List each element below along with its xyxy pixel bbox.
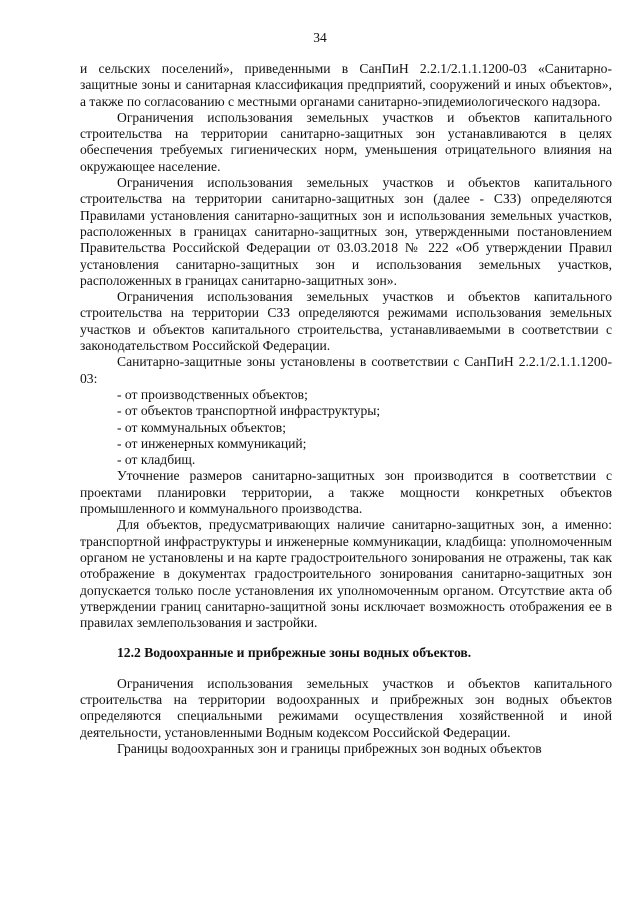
list-item: - от кладбищ. xyxy=(117,452,196,468)
paragraph-water-protection-boundaries: Границы водоохранных зон и границы прибрежных зон водных объектов xyxy=(117,740,542,756)
paragraph-szz-regimes: Ограничения использования земельных участков и объектов капитального строительства на территории СЗЗ определяются режимами использования земельных участков и объектов капитального строительства, устанавливаемыми в соответствии с законодательством Российской Федерации. xyxy=(80,289,612,354)
page-number: 34 xyxy=(313,30,327,45)
list-item: - от объектов транспортной инфраструктуры; xyxy=(117,403,381,419)
paragraph-sanpin-reference: и сельских поселений», приведенными в СанПиН 2.2.1/2.1.1.1200-03 «Санитарно-защитные зоны и санитарная классификация предприятий, сооружений и иных объектов», а также по согласованию с местными органами санитарно-эпидемиологического надзора. xyxy=(80,61,612,109)
list-item: - от инженерных коммуникаций; xyxy=(117,435,307,451)
paragraph-size-refinement: Уточнение размеров санитарно-защитных зон производится в соответствии с проектами планировки территории, а также мощности конкретных объектов промышленного и коммунального производства. xyxy=(80,468,612,517)
list-item: - от коммунальных объектов; xyxy=(117,419,286,435)
list-item: - от производственных объектов; xyxy=(117,386,308,402)
section-heading: 12.2 Водоохранные и прибрежные зоны водных объектов. xyxy=(117,645,472,661)
paragraph-restrictions-purpose: Ограничения использования земельных участков и объектов капитального строительства на территории санитарно-защитных зон устанавливаются в целях обеспечения требуемых гигиенических норм, уменьшения отрицательного влияния на окружающее население. xyxy=(80,109,612,174)
paragraph-objects-not-shown: Для объектов, предусматривающих наличие санитарно-защитных зон, а именно: транспортной инфраструктуры и инженерные коммуникации, кладбища: уполномоченным органом не установлены и на карте градостроительного зонирования не отражены, так как отображение в документах градостроительного зонирования санитарно-защитных зон допускается только после установления их уполномоченным органом. Отсутствие акта об утверждении границ санитарно-защитной зоны исключает возможность отображения ее в правилах землепользования и застройки. xyxy=(80,517,612,631)
paragraph-szz-established: Санитарно-защитные зоны установлены в соответствии с СанПиН 2.2.1/2.1.1.1200-03: xyxy=(80,354,612,386)
paragraph-szz-rules: Ограничения использования земельных участков и объектов капитального строительства на территории санитарно-защитных зон (далее - СЗЗ) определяются Правилами установления санитарно-защитных зон и использования земельных участков, расположенных в границах санитарно-защитных зон, утвержденными постановлением Правительства Российской Федерации от 03.03.2018 № 222 «Об утверждении Правил установления санитарно-защитных зон и использования земельных участков, расположенных в границах санитарно-защитных зон». xyxy=(80,175,612,288)
paragraph-water-protection-restrictions: Ограничения использования земельных участков и объектов капитального строительства на территории водоохранных и прибрежных зон водных объектов определяются специальными режимами осуществления хозяйственной и иной деятельности, установленными Водным кодексом Российской Федерации. xyxy=(80,675,612,740)
document-body xyxy=(80,61,612,757)
